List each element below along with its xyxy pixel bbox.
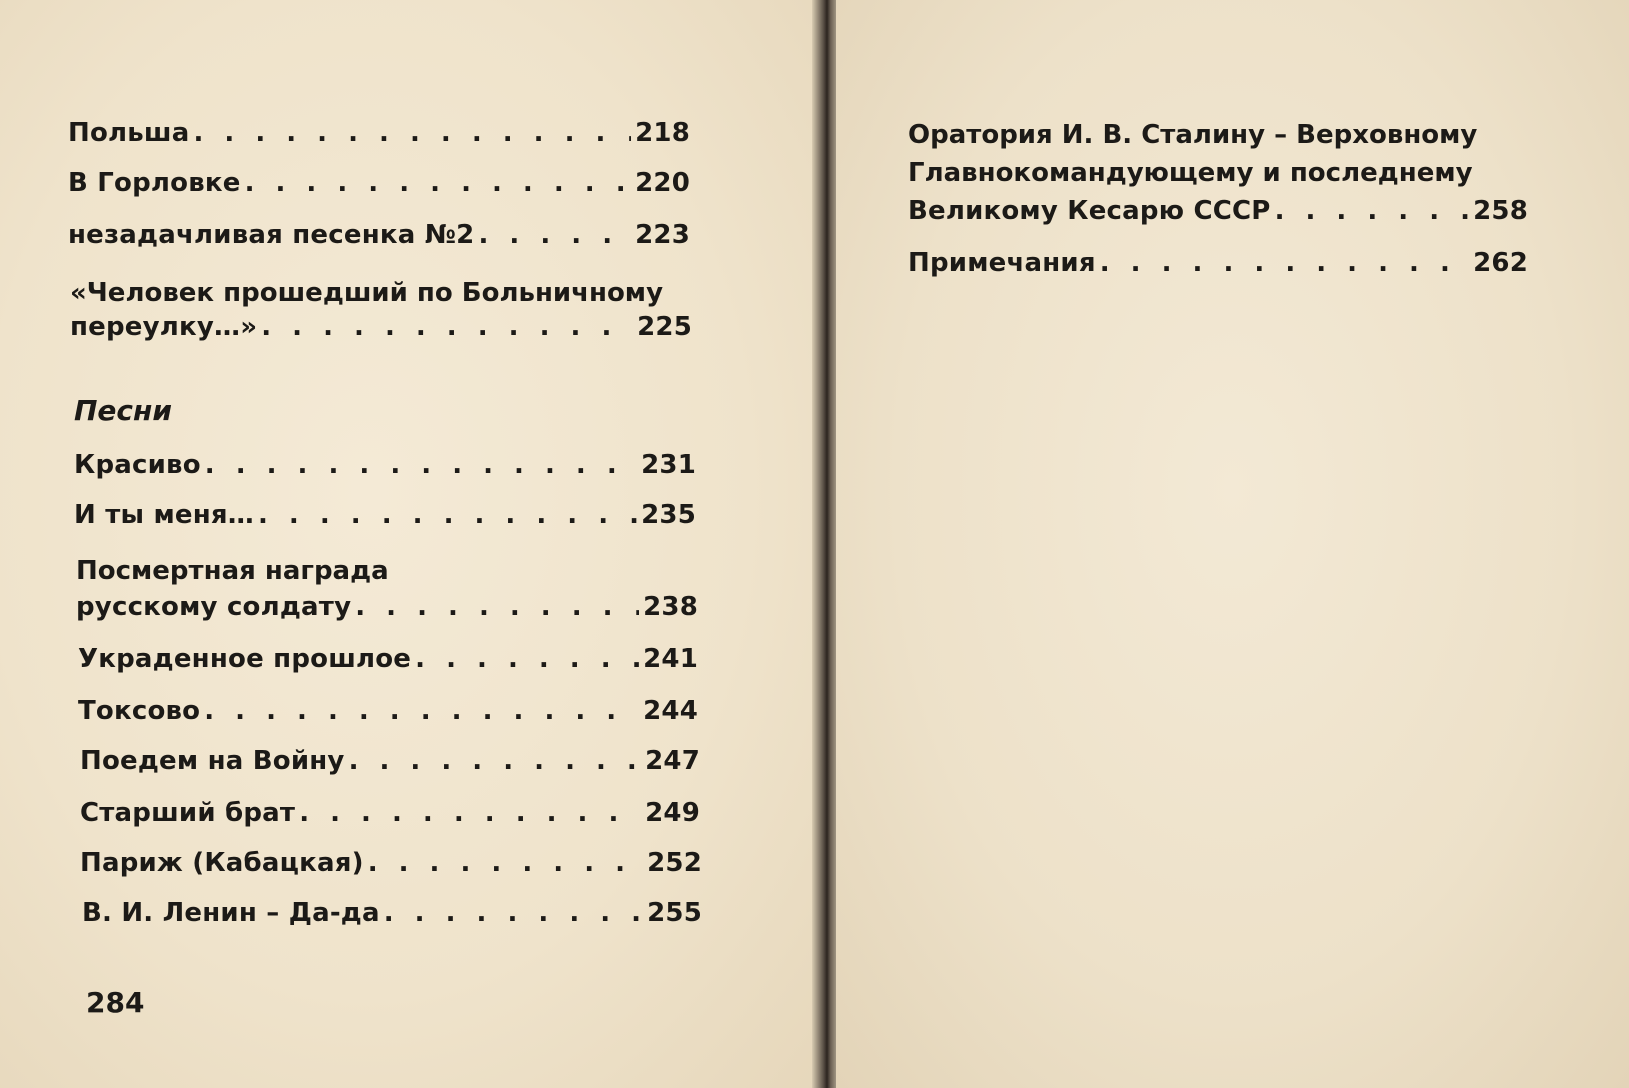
toc-entry-title: Токсово: [78, 696, 201, 726]
toc-entry-title: В. И. Ленин – Да-да: [82, 898, 380, 928]
toc-entry-title: Примечания: [908, 248, 1096, 278]
toc-entry-title: Старший брат: [80, 798, 296, 828]
toc-entry: [80, 798, 700, 828]
toc-entry-title: И ты меня…: [74, 500, 254, 530]
toc-entry-title-line3: Великому Кесарю СССР: [908, 196, 1271, 226]
toc-entry: [70, 312, 692, 342]
toc-entry-page: 225: [637, 312, 692, 342]
page-number: 284: [86, 986, 145, 1019]
toc-entry-page: 235: [641, 500, 696, 530]
toc-entry-title: Красиво: [74, 450, 201, 480]
leader-dots: [384, 898, 643, 928]
leader-dots: [355, 592, 639, 622]
toc-entry-page: 252: [647, 848, 702, 878]
toc-entry-page: 247: [645, 746, 700, 776]
leader-dots: [349, 746, 642, 776]
toc-entry-page: 262: [1473, 248, 1528, 278]
toc-entry-page: 223: [635, 220, 690, 250]
toc-entry-page: 218: [635, 118, 690, 148]
leader-dots: [261, 312, 633, 342]
toc-entry-title-line1: Оратория И. В. Сталину – Верховному: [908, 120, 1478, 150]
toc-entry-page: 220: [635, 168, 690, 198]
toc-entry: [68, 118, 690, 148]
leader-dots: [368, 848, 643, 878]
leader-dots: [205, 450, 637, 480]
leader-dots: [193, 118, 631, 148]
leader-dots: [299, 798, 641, 828]
toc-entry: [80, 848, 702, 878]
toc-entry-title-line1: «Человек прошедший по Больничному: [70, 278, 664, 308]
toc-entry-page: 249: [645, 798, 700, 828]
toc-entry-page: 238: [643, 592, 698, 622]
toc-entry-title: В Горловке: [68, 168, 241, 198]
toc-entry-page: 258: [1473, 196, 1528, 226]
toc-entry: [78, 644, 698, 674]
toc-entry: [68, 220, 690, 250]
toc-entry: [76, 592, 698, 622]
toc-entry-page: 244: [643, 696, 698, 726]
toc-entry: [82, 898, 702, 928]
toc-entry-page: 241: [643, 644, 698, 674]
toc-entry: [80, 746, 700, 776]
toc-entry-title-line2: переулку…»: [70, 312, 258, 342]
leader-dots: [1275, 196, 1470, 226]
leader-dots: [478, 220, 631, 250]
toc-entry-title: Париж (Кабацкая): [80, 848, 364, 878]
leader-dots: [258, 500, 637, 530]
toc-entry-title: Украденное прошлое: [78, 644, 412, 674]
toc-entry: [908, 248, 1528, 278]
toc-entry-title: незадачливая песенка №2: [68, 220, 475, 250]
toc-entry-title-line2: русскому солдату: [76, 592, 352, 622]
leader-dots: [245, 168, 632, 198]
leader-dots: [204, 696, 639, 726]
right-page: [836, 0, 1629, 1088]
toc-entry: [908, 196, 1528, 226]
toc-entry: [74, 500, 696, 530]
leader-dots: [1100, 248, 1469, 278]
toc-entry-title-line1: Посмертная награда: [76, 556, 389, 586]
toc-entry-page: 255: [647, 898, 702, 928]
toc-entry: [68, 168, 690, 198]
toc-entry-title-line2: Главнокомандующему и последнему: [908, 158, 1473, 188]
toc-entry: [74, 450, 696, 480]
section-heading: Песни: [74, 394, 172, 427]
toc-entry: [78, 696, 698, 726]
toc-entry-title: Польша: [68, 118, 190, 148]
leader-dots: [415, 644, 639, 674]
toc-entry-page: 231: [641, 450, 696, 480]
toc-entry-title: Поедем на Войну: [80, 746, 345, 776]
